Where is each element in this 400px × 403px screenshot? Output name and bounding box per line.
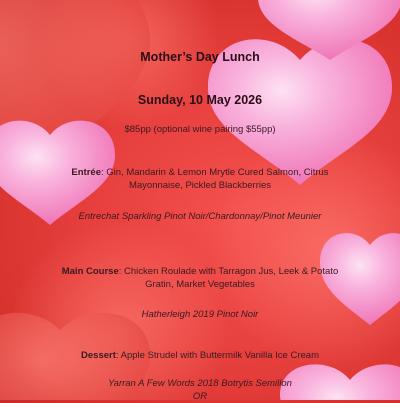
entree-label: Entrée [71, 167, 101, 178]
main-dish: : Chicken Roulade with Tarragon Jus, Leek & Potato Gratin, Market Vegetables [118, 266, 339, 290]
dessert-dish: : Apple Strudel with Buttermilk Vanilla Ice Cream [115, 350, 319, 361]
dessert-label: Dessert [81, 350, 116, 361]
or-separator: OR [192, 391, 208, 402]
dessert-wine: Yarran A Few Words 2018 Botrytis Semillon [108, 378, 292, 389]
entree-wine: Entrechat Sparkling Pinot Noir/Chardonnay/Pinot Meunier [78, 211, 322, 222]
event-date: Sunday, 10 May 2026 [137, 93, 263, 107]
main-label: Main Course [61, 266, 119, 277]
main-course [55, 265, 345, 291]
entree-course [55, 166, 345, 192]
menu-title: Mother’s Day Lunch [140, 50, 260, 64]
entree-dish: : Gin, Mandarin & Lemon Mrytle Cured Salmon, Citrus Mayonnaise, Pickled Blackberries [101, 167, 329, 191]
dessert-course [40, 349, 360, 362]
price-info: $85pp (optional wine pairing $55pp) [124, 124, 276, 135]
main-wine: Hatherleigh 2019 Pinot Noir [141, 309, 259, 320]
